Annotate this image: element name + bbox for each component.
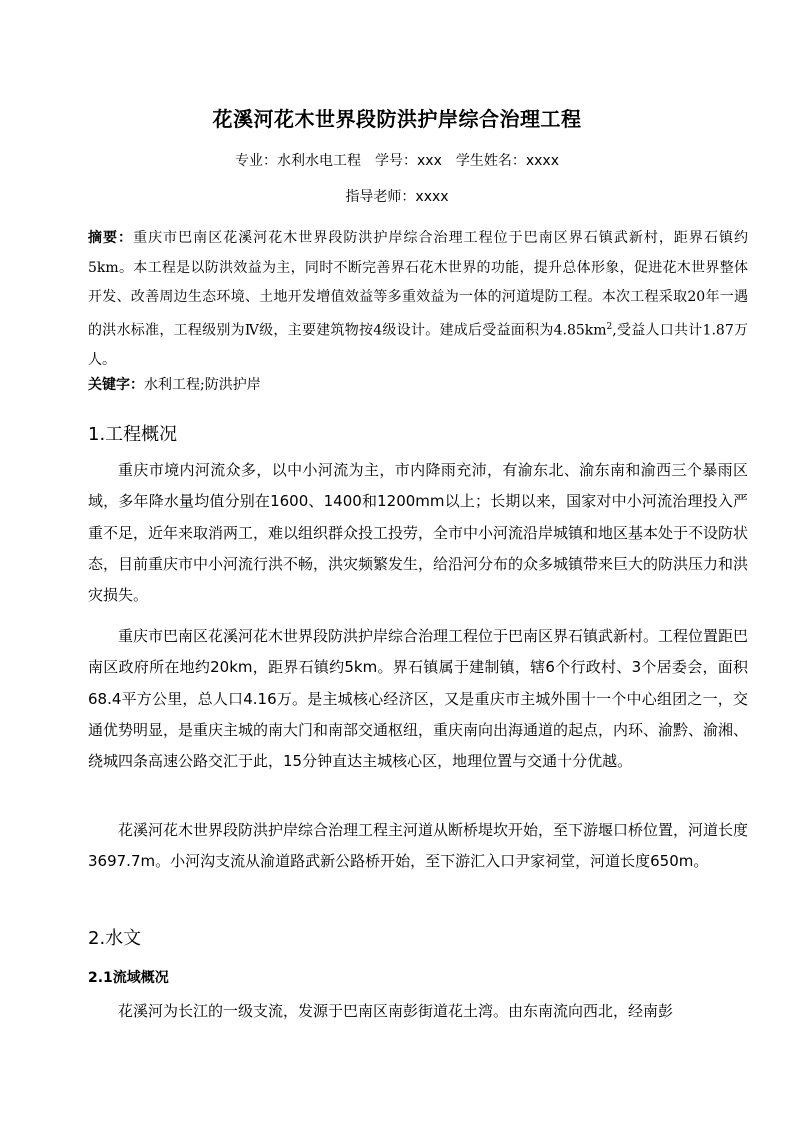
abstract-text-end: ,受益人口共计1.87万人。 xyxy=(88,322,748,369)
author-info: 专业：水利水电工程 学号：xxx 学生姓名：xxxx xyxy=(235,153,559,169)
paragraph: 花溪河花木世界段防洪护岸综合治理工程主河道从断桥堤坎开始，至下游堰口桥位置，河道长度3697.7m。小河沟支流从渝道路武新公路桥开始，至下游汇入口尹家祠堂，河道长度650m。 xyxy=(88,821,749,871)
keywords-text: 水利工程;防洪护岸 xyxy=(144,377,261,393)
section-heading-hydrology: 2.水文 xyxy=(88,928,142,949)
section-heading-overview: 1.工程概况 xyxy=(88,424,178,445)
abstract xyxy=(88,224,748,376)
paragraph: 花溪河为长江的一级支流，发源于巴南区南彭街道花土湾。由东南流向西北，经南彭 xyxy=(118,1002,674,1020)
keywords-label: 关键字： xyxy=(88,377,144,393)
abstract-label: 摘要： xyxy=(88,230,134,246)
abstract-text: 重庆市巴南区花溪河花木世界段防洪护岸综合治理工程位于巴南区界石镇武新村，距界石镇约5km。本工程是以防洪效益为主，同时不断完善界石花木世界的功能，提升总体形象，促进花木世界整体开发、改善周边生态环境、土地开发增值效益等多重效益为一体的河道堤防工程。本次工程采取20年一遇的洪水标准，工程级别为Ⅳ级，主要建筑物按4级设计。建成后受益面积为4.85km xyxy=(88,230,749,339)
abstract-superscript: 2 xyxy=(606,321,613,332)
document-title: 花溪河花木世界段防洪护岸综合治理工程 xyxy=(212,107,582,131)
keywords xyxy=(88,374,748,394)
subsection-heading-basin: 2.1流域概况 xyxy=(88,970,169,986)
paragraph: 重庆市巴南区花溪河花木世界段防洪护岸综合治理工程位于巴南区界石镇武新村。工程位置距巴南区政府所在地约20km，距界石镇约5km。界石镇属于建制镇，辖6个行政村、3个居委会，面积68.4平方公里，总人口4.16万。是主城核心经济区，又是重庆市主城外围十一个中心组团之一，交通优势明显，是重庆主城的南大门和南部交通枢纽，重庆南向出海通道的起点，内环、渝黔、渝湘、绕城四条高速公路交汇于此，15分钟直达主城核心区，地理位置与交通十分优越。 xyxy=(88,627,749,771)
paragraph: 重庆市境内河流众多，以中小河流为主，市内降雨充沛，有渝东北、渝东南和渝西三个暴雨区域，多年降水量均值分别在1600、1400和1200mm以上；长期以来，国家对中小河流治理投入严重不足，近年来取消两工，难以组织群众投工投劳，全市中小河流沿岸城镇和地区基本处于不设防状态，目前重庆市中小河流行洪不畅，洪灾频繁发生，给沿河分布的众多城镇带来巨大的防洪压力和洪灾损失。 xyxy=(88,461,749,605)
advisor-info: 指导老师：xxxx xyxy=(345,189,449,205)
